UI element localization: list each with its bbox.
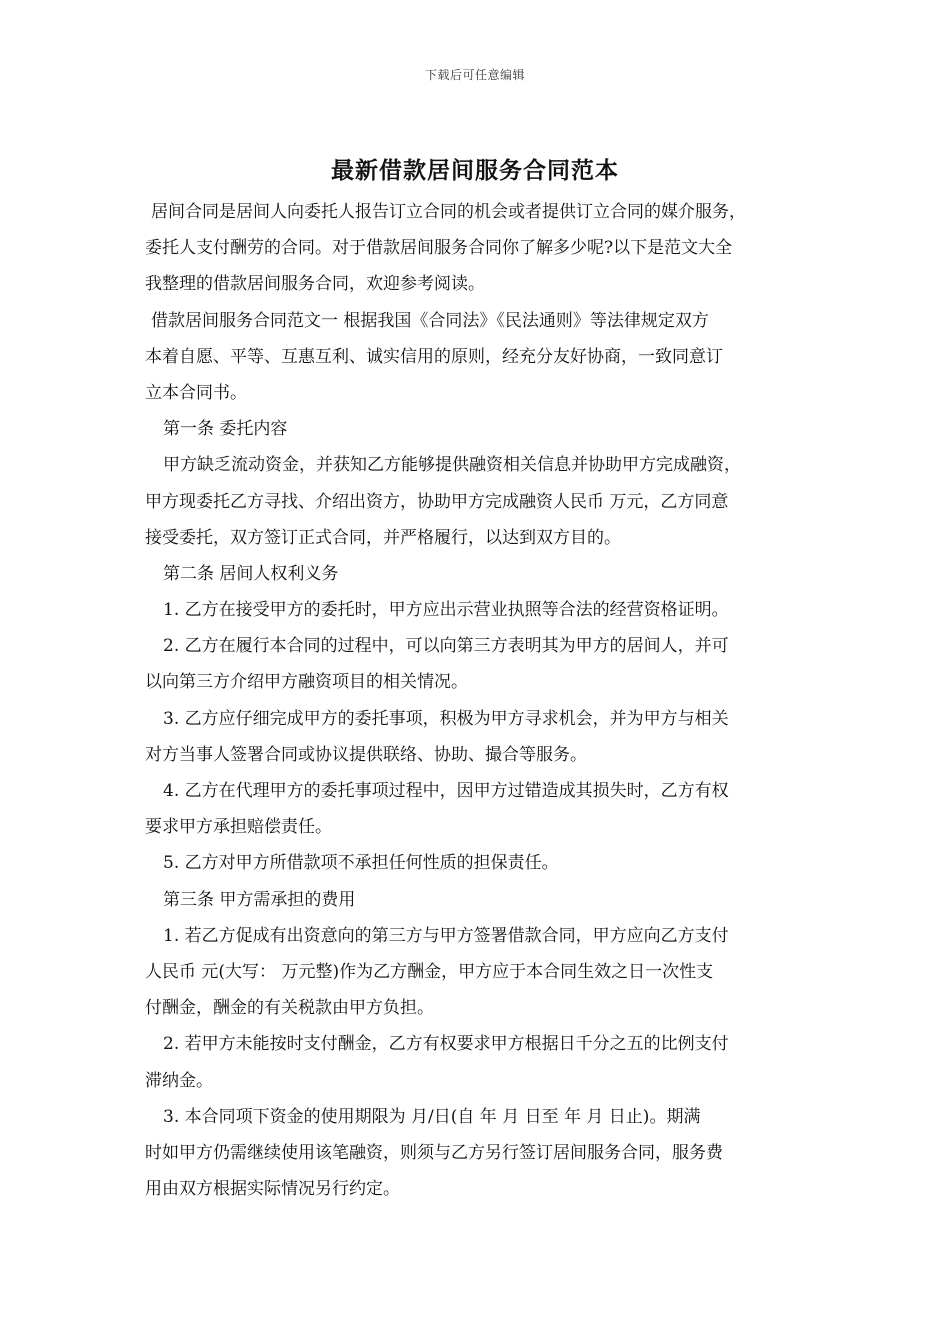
document-line: 要求甲方承担赔偿责任。 — [145, 817, 332, 838]
document-line: 3. 本合同项下资金的使用期限为 月/日(自 年 月 日至 年 月 日止)。期满 — [163, 1106, 701, 1127]
document-body — [145, 194, 810, 1207]
document-line: 滞纳金。 — [145, 1070, 213, 1091]
document-line: 5. 乙方对甲方所借款项不承担任何性质的担保责任。 — [163, 853, 559, 874]
document-line: 2. 若甲方未能按时支付酬金，乙方有权要求甲方根据日千分之五的比例支付 — [163, 1034, 729, 1055]
document-line: 时如甲方仍需继续使用该笔融资，则须与乙方另行签订居间服务合同，服务费 — [145, 1142, 723, 1163]
document-line: 第二条 居间人权利义务 — [163, 563, 339, 584]
document-line: 2. 乙方在履行本合同的过程中，可以向第三方表明其为甲方的居间人，并可 — [163, 636, 729, 657]
document-line: 第三条 甲方需承担的费用 — [163, 889, 356, 910]
document-line: 1. 乙方在接受甲方的委托时，甲方应出示营业执照等合法的经营资格证明。 — [163, 600, 729, 621]
document-line: 3. 乙方应仔细完成甲方的委托事项，积极为甲方寻求机会，并为甲方与相关 — [163, 708, 729, 729]
document-line: 第一条 委托内容 — [163, 419, 288, 440]
document-line: 4. 乙方在代理甲方的委托事项过程中，因甲方过错造成其损失时，乙方有权 — [163, 781, 729, 801]
document-line: 1. 若乙方促成有出资意向的第三方与甲方签署借款合同，甲方应向乙方支付 — [163, 925, 729, 946]
document-line: 付酬金，酬金的有关税款由甲方负担。 — [145, 998, 434, 1019]
document-line: 我整理的借款居间服务合同，欢迎参考阅读。 — [145, 274, 485, 295]
document-line: 甲方现委托乙方寻找、介绍出资方，协助甲方完成融资人民币 万元，乙方同意 — [145, 491, 729, 512]
document-line: 居间合同是居间人向委托人报告订立合同的机会或者提供订立合同的媒介服务， — [151, 202, 746, 222]
document-line: 委托人支付酬劳的合同。对于借款居间服务合同你了解多少呢?以下是范文大全 — [145, 238, 733, 259]
document-line: 人民币 元(大写： 万元整)作为乙方酬金，甲方应于本合同生效之日一次性支 — [145, 961, 714, 982]
document-line: 甲方缺乏流动资金，并获知乙方能够提供融资相关信息并协助甲方完成融资， — [163, 455, 741, 476]
document-line: 用由双方根据实际情况另行约定。 — [145, 1179, 400, 1200]
document-line: 本着自愿、平等、互惠互利、诚实信用的原则，经充分友好协商，一致同意订 — [145, 346, 723, 367]
document-line: 借款居间服务合同范文一 根据我国《合同法》《民法通则》等法律规定双方 — [151, 310, 709, 331]
document-line: 立本合同书。 — [145, 382, 247, 403]
document-line: 接受委托，双方签订正式合同，并严格履行，以达到双方目的。 — [145, 527, 621, 548]
document-title: 最新借款居间服务合同范本 — [331, 157, 619, 184]
header-note: 下载后可任意编辑 — [424, 68, 525, 82]
document-line: 对方当事人签署合同或协议提供联络、协助、撮合等服务。 — [145, 744, 587, 765]
document-line: 以向第三方介绍甲方融资项目的相关情况。 — [145, 672, 468, 693]
